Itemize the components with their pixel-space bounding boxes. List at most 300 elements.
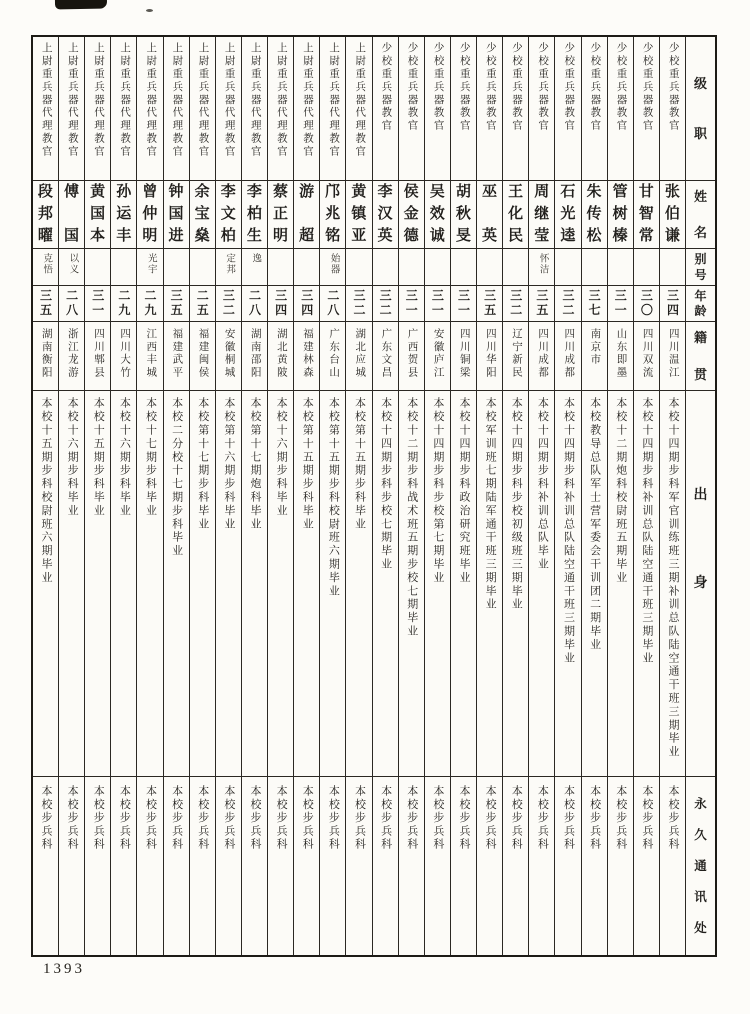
age-cell [660, 285, 685, 321]
rank-cell-text: 上尉重兵器代理教官 [275, 42, 287, 159]
age-cell-text: 三四 [273, 289, 288, 319]
native-place-cell-text: 福建闽侯 [197, 328, 209, 380]
alias-cell-text: 始器 [328, 252, 339, 275]
name-cell [555, 180, 580, 248]
name-cell-text [38, 181, 53, 248]
native-place-cell-text: 福建林森 [301, 328, 313, 380]
address-cell-text: 本校步兵科 [275, 785, 288, 852]
rank-cell [190, 37, 215, 180]
alias-cell [85, 248, 110, 286]
name-cell [216, 180, 241, 248]
char: 光 [560, 205, 576, 222]
native-place-cell-text: 广东文昌 [380, 328, 392, 380]
native-place-cell [373, 321, 398, 390]
address-cell [85, 776, 110, 955]
native-place-cell-text: 四川双流 [641, 328, 653, 380]
address-cell [425, 776, 450, 955]
alias-cell [555, 248, 580, 286]
header-alias-cell [686, 248, 715, 286]
rank-cell [137, 37, 162, 180]
origin-cell [294, 390, 319, 776]
address-cell [346, 776, 371, 955]
person-column [215, 37, 241, 955]
header-age-label [694, 286, 706, 321]
address-cell-text: 本校步兵科 [588, 785, 601, 852]
address-cell [582, 776, 607, 955]
alias-cell-text: 以义 [67, 252, 78, 275]
name-cell-text [639, 181, 654, 248]
rank-cell [529, 37, 554, 180]
char: 黄 [351, 183, 367, 200]
rank-cell-text: 少校重兵器教官 [432, 42, 444, 133]
native-place-cell [582, 321, 607, 390]
name-cell-text [430, 181, 445, 248]
origin-cell [660, 390, 685, 776]
origin-cell [346, 390, 371, 776]
roster-table [31, 35, 717, 957]
name-cell [399, 180, 424, 248]
alias-cell [608, 248, 633, 286]
address-cell [216, 776, 241, 955]
person-column [293, 37, 319, 955]
age-cell-text: 三一 [90, 289, 105, 319]
alias-cell [503, 248, 528, 286]
name-cell-text [247, 181, 262, 248]
age-cell [242, 285, 267, 321]
origin-cell [503, 390, 528, 776]
address-cell-text: 本校步兵科 [118, 785, 131, 852]
header-origin-cell [686, 390, 715, 776]
person-column [554, 37, 580, 955]
origin-cell [164, 390, 189, 776]
alias-cell [660, 248, 685, 286]
address-cell [477, 776, 502, 955]
name-cell [320, 180, 345, 248]
origin-cell [190, 390, 215, 776]
origin-cell-text: 本校十四期步科步校七期毕业 [379, 397, 392, 572]
age-cell-text: 三二 [221, 289, 236, 319]
native-place-cell [555, 321, 580, 390]
origin-cell [59, 390, 84, 776]
origin-cell [582, 390, 607, 776]
age-cell-text: 三一 [430, 289, 445, 319]
rank-cell-text: 少校重兵器教官 [615, 42, 627, 133]
rank-cell [425, 37, 450, 180]
char: 亚 [351, 227, 367, 244]
rank-cell-text: 上尉重兵器代理教官 [197, 42, 209, 159]
native-place-cell [346, 321, 371, 390]
age-cell [216, 285, 241, 321]
header-alias-label [694, 249, 706, 286]
age-cell [477, 285, 502, 321]
native-place-cell-text: 安徽庐江 [432, 328, 444, 380]
rank-cell-text: 少校重兵器教官 [510, 42, 522, 133]
header-native-label [694, 322, 707, 390]
name-cell [608, 180, 633, 248]
name-cell [242, 180, 267, 248]
address-cell [33, 776, 58, 955]
address-cell-text: 本校步兵科 [510, 785, 523, 852]
native-place-cell [399, 321, 424, 390]
age-cell [190, 285, 215, 321]
native-place-cell [216, 321, 241, 390]
native-place-cell-text: 四川成都 [563, 328, 575, 380]
alias-cell [529, 248, 554, 286]
rank-cell [477, 37, 502, 180]
age-cell [582, 285, 607, 321]
name-cell [425, 180, 450, 248]
origin-cell-text: 本校第十五期步科毕业 [353, 397, 366, 532]
rank-cell [242, 37, 267, 180]
native-place-cell-text: 山东即墨 [615, 328, 627, 380]
char: 民 [508, 227, 524, 244]
native-place-cell-text: 四川铜梁 [458, 328, 470, 380]
address-cell-text: 本校步兵科 [301, 785, 314, 852]
native-place-cell [268, 321, 293, 390]
origin-cell [425, 390, 450, 776]
age-cell-text: 三五 [482, 289, 497, 319]
name-cell [33, 180, 58, 248]
age-cell-text: 三二 [378, 289, 393, 319]
origin-cell-text: 本校十四期步科步校第七期毕业 [431, 397, 444, 585]
alias-cell [111, 248, 136, 286]
address-cell-text: 本校步兵科 [666, 785, 679, 852]
age-cell [137, 285, 162, 321]
address-cell [451, 776, 476, 955]
char: 身 [693, 576, 708, 592]
alias-cell [164, 248, 189, 286]
origin-cell [85, 390, 110, 776]
char: 进 [168, 227, 184, 244]
name-cell-text [142, 181, 157, 248]
char: 榛 [612, 227, 628, 244]
address-cell [137, 776, 162, 955]
char: 巫 [482, 183, 498, 200]
person-column [372, 37, 398, 955]
name-cell-text [221, 181, 236, 248]
address-cell-text: 本校步兵科 [536, 785, 549, 852]
origin-cell-text: 本校第十七期炮科毕业 [248, 397, 261, 532]
char: 邦 [37, 205, 53, 222]
alias-cell [425, 248, 450, 286]
native-place-cell [660, 321, 685, 390]
origin-cell-text: 本校教导总队军士营军委会干训团二期毕业 [588, 397, 601, 652]
char: 讯 [694, 889, 707, 904]
rank-cell-text: 上尉重兵器代理教官 [301, 42, 313, 159]
header-name-label [694, 181, 707, 248]
age-cell [529, 285, 554, 321]
age-cell [503, 285, 528, 321]
person-column [136, 37, 162, 955]
rank-cell-text: 上尉重兵器代理教官 [249, 42, 261, 159]
age-cell-text: 二八 [325, 289, 340, 319]
address-cell [59, 776, 84, 955]
rank-cell-text: 少校重兵器教官 [667, 42, 679, 133]
address-cell [503, 776, 528, 955]
char: 金 [403, 205, 419, 222]
address-cell-text: 本校步兵科 [170, 785, 183, 852]
header-address-label [694, 777, 707, 955]
header-name-cell [686, 180, 715, 248]
origin-cell-text: 本校十四期步科补训总队毕业 [536, 397, 549, 572]
address-cell-text: 本校步兵科 [144, 785, 157, 852]
char: 谦 [664, 227, 680, 244]
char: 名 [693, 224, 707, 240]
address-cell [399, 776, 424, 955]
alias-cell-text: 光宇 [145, 252, 156, 275]
rank-cell-text: 少校重兵器教官 [406, 42, 418, 133]
alias-cell [346, 248, 371, 286]
rank-cell-text: 上尉重兵器代理教官 [354, 42, 366, 159]
char: 本 [90, 227, 106, 244]
origin-cell-text: 本校十五期步科校尉班六期毕业 [39, 397, 52, 585]
char: 旻 [455, 227, 471, 244]
char: 诚 [429, 227, 445, 244]
origin-cell-text: 本校十四期步科补训总队陆空通干班三期毕业 [562, 397, 575, 666]
person-column [607, 37, 633, 955]
alias-cell [477, 248, 502, 286]
rank-cell [503, 37, 528, 180]
address-cell-text: 本校步兵科 [431, 785, 444, 852]
age-cell [373, 285, 398, 321]
name-cell [451, 180, 476, 248]
char: 超 [299, 227, 315, 244]
person-column [450, 37, 476, 955]
person-column [476, 37, 502, 955]
char: 号 [694, 267, 707, 282]
char: 镇 [351, 205, 367, 222]
rank-cell-text: 上尉重兵器代理教官 [171, 42, 183, 159]
rank-cell-text: 少校重兵器教官 [589, 42, 601, 133]
address-cell [529, 776, 554, 955]
origin-cell [555, 390, 580, 776]
native-place-cell-text: 福建武平 [171, 328, 183, 380]
person-column [163, 37, 189, 955]
char: 朱 [586, 183, 602, 200]
char: 常 [638, 227, 654, 244]
rank-cell-text: 少校重兵器教官 [537, 42, 549, 133]
name-cell-text [378, 181, 393, 248]
origin-cell-text: 本校第十五期步科毕业 [301, 397, 314, 532]
address-cell [320, 776, 345, 955]
origin-cell-text: 本校第十七期步科毕业 [196, 397, 209, 532]
char: 张 [664, 183, 680, 200]
native-place-cell-text: 四川大竹 [119, 328, 131, 380]
native-place-cell-text: 江西丰城 [145, 328, 157, 380]
char: 柏 [246, 205, 262, 222]
origin-cell-text: 本校第十五期步科校尉班六期毕业 [327, 397, 340, 599]
native-place-cell [477, 321, 502, 390]
rank-cell [320, 37, 345, 180]
native-place-cell [111, 321, 136, 390]
char: 李 [377, 183, 393, 200]
native-place-cell-text: 四川郫县 [92, 328, 104, 380]
name-cell-text [169, 181, 184, 248]
origin-cell [268, 390, 293, 776]
char: 燊 [194, 227, 210, 244]
name-cell-text [587, 181, 602, 248]
native-place-cell [164, 321, 189, 390]
name-cell-text [273, 181, 288, 248]
alias-cell [190, 248, 215, 286]
char: 秋 [455, 205, 471, 222]
age-cell-text: 二九 [142, 289, 157, 319]
char: 智 [638, 205, 654, 222]
age-cell [268, 285, 293, 321]
rank-cell-text: 上尉重兵器代理教官 [145, 42, 157, 159]
char: 出 [693, 488, 708, 504]
address-cell [555, 776, 580, 955]
alias-cell [59, 248, 84, 286]
alias-cell-text: 逸 [250, 252, 261, 264]
alias-cell [373, 248, 398, 286]
native-place-cell-text: 四川成都 [537, 328, 549, 380]
origin-cell [137, 390, 162, 776]
address-cell-text: 本校步兵科 [405, 785, 418, 852]
char: 蔡 [273, 183, 289, 200]
address-cell-text: 本校步兵科 [353, 785, 366, 852]
alias-cell [634, 248, 659, 286]
native-place-cell [503, 321, 528, 390]
char: 曾 [142, 183, 158, 200]
scan-smudge [55, 0, 107, 9]
char: 莹 [534, 227, 550, 244]
name-cell-text [456, 181, 471, 248]
age-cell-text: 三一 [404, 289, 419, 319]
age-cell-text: 二九 [116, 289, 131, 319]
char: 久 [694, 827, 707, 842]
alias-cell-text: 克悟 [41, 252, 52, 275]
address-cell-text: 本校步兵科 [39, 785, 52, 852]
rank-cell [346, 37, 371, 180]
address-cell [242, 776, 267, 955]
name-cell-text [90, 181, 105, 248]
char: 游 [299, 183, 315, 200]
person-column [241, 37, 267, 955]
header-address-cell [686, 776, 715, 955]
address-cell-text: 本校步兵科 [248, 785, 261, 852]
age-cell-text: 三一 [456, 289, 471, 319]
name-cell [85, 180, 110, 248]
address-cell-text: 本校步兵科 [92, 785, 105, 852]
char: 仲 [142, 205, 158, 222]
native-place-cell [137, 321, 162, 390]
native-place-cell [33, 321, 58, 390]
age-cell [451, 285, 476, 321]
native-place-cell [85, 321, 110, 390]
char: 英 [377, 227, 393, 244]
age-cell-text: 二八 [247, 289, 262, 319]
address-cell-text: 本校步兵科 [614, 785, 627, 852]
address-cell [111, 776, 136, 955]
age-cell [555, 285, 580, 321]
origin-cell [451, 390, 476, 776]
age-cell [85, 285, 110, 321]
name-cell-text [64, 181, 79, 248]
name-cell [373, 180, 398, 248]
origin-cell [477, 390, 502, 776]
address-cell-text: 本校步兵科 [66, 785, 79, 852]
char: 贯 [693, 367, 707, 383]
rank-cell-text: 上尉重兵器代理教官 [66, 42, 78, 159]
name-cell [268, 180, 293, 248]
rank-cell [634, 37, 659, 180]
native-place-cell-text: 广东台山 [328, 328, 340, 380]
native-place-cell-text: 安徽桐城 [223, 328, 235, 380]
name-cell-text [560, 181, 575, 248]
rank-cell [660, 37, 685, 180]
origin-cell-text: 本校十四期步科政治研究班毕业 [457, 397, 470, 585]
origin-cell [399, 390, 424, 776]
alias-cell [399, 248, 424, 286]
address-cell-text: 本校步兵科 [379, 785, 392, 852]
char: 英 [482, 227, 498, 244]
address-cell [660, 776, 685, 955]
origin-cell-text: 本校十六期步科毕业 [275, 397, 288, 518]
age-cell-text: 三四 [665, 289, 680, 319]
age-cell [399, 285, 424, 321]
name-cell [294, 180, 319, 248]
char: 国 [90, 205, 106, 222]
char: 周 [534, 183, 550, 200]
char: 明 [273, 227, 289, 244]
char: 通 [694, 858, 707, 873]
age-cell [164, 285, 189, 321]
rank-cell [59, 37, 84, 180]
scan-speck [146, 9, 153, 12]
person-column [110, 37, 136, 955]
age-cell-text: 三四 [299, 289, 314, 319]
char: 侯 [403, 183, 419, 200]
char: 国 [168, 205, 184, 222]
address-cell [373, 776, 398, 955]
char: 明 [142, 227, 158, 244]
name-cell [190, 180, 215, 248]
origin-cell [529, 390, 554, 776]
char: 段 [37, 183, 53, 200]
address-cell-text: 本校步兵科 [640, 785, 653, 852]
rank-cell-text: 少校重兵器教官 [380, 42, 392, 133]
rank-cell [85, 37, 110, 180]
native-place-cell-text: 湖北黄陂 [275, 328, 287, 380]
name-cell-text [665, 181, 680, 248]
char: 树 [612, 205, 628, 222]
alias-cell [582, 248, 607, 286]
age-cell [294, 285, 319, 321]
origin-cell-text: 本校军训班七期陆军通干班三期毕业 [484, 397, 497, 612]
person-column [633, 37, 659, 955]
native-place-cell [242, 321, 267, 390]
person-column [84, 37, 110, 955]
address-cell-text: 本校步兵科 [196, 785, 209, 852]
char: 处 [694, 920, 707, 935]
origin-cell-text: 本校二分校十七期步科毕业 [170, 397, 183, 559]
person-column [659, 37, 685, 955]
native-place-cell-text: 四川华阳 [484, 328, 496, 380]
char: 丰 [116, 227, 132, 244]
name-cell-text [325, 181, 340, 248]
char: 石 [560, 183, 576, 200]
origin-cell-text: 本校十二期炮科校尉班五期毕业 [614, 397, 627, 585]
origin-cell-text: 本校十四期步科步校初级班三期毕业 [510, 397, 523, 612]
origin-cell-text: 本校十六期步科毕业 [118, 397, 131, 518]
native-place-cell-text: 湖北应城 [354, 328, 366, 380]
char: 生 [246, 227, 262, 244]
address-cell-text: 本校步兵科 [562, 785, 575, 852]
char: 文 [220, 205, 236, 222]
char: 德 [403, 227, 419, 244]
name-cell-text [195, 181, 210, 248]
